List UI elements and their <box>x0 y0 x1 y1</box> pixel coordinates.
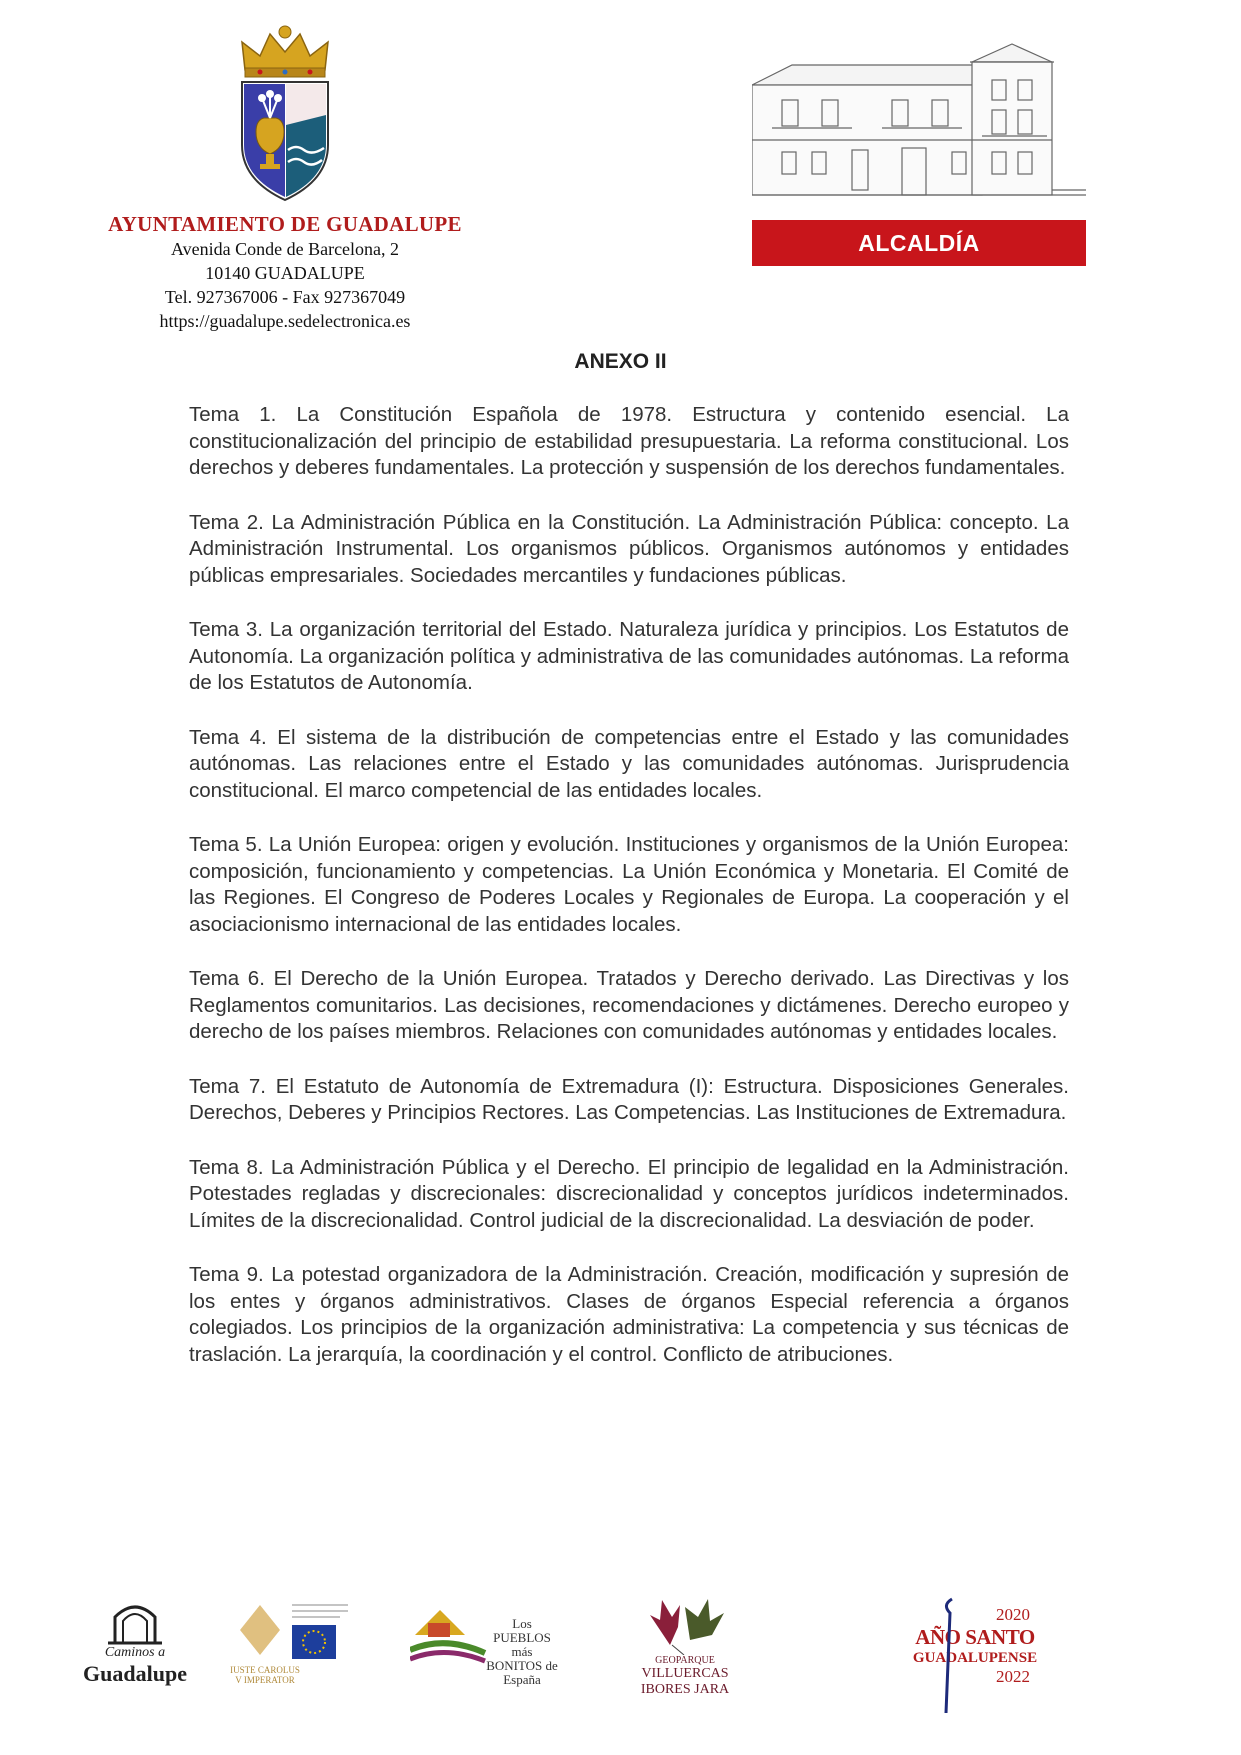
municipality-header <box>70 20 500 333</box>
footer-logos <box>60 1595 1181 1725</box>
arch-icon <box>70 1595 200 1645</box>
annex-title: ANEXO II <box>574 350 667 373</box>
address-city: 10140 GUADALUPE <box>205 263 365 283</box>
topic-paragraph: Tema 5. La Unión Europea: origen y evolución. Instituciones y organismos de la Unión Europea: composición, funcionamiento y competencias. La Unión Económica y Monetaria. El Comité de las Regiones. El Congreso de Poderes Locales y Regionales de Europa. La cooperación y el asociacionismo internacional de las entidades locales. <box>189 833 1069 936</box>
pilgrim-staff-icon <box>930 1595 970 1715</box>
coat-of-arms-logo <box>230 20 340 205</box>
pueblos-mas-bonitos-logo: Los PUEBLOS más BONITOS de España <box>410 1595 560 1665</box>
cultural-route-emblem-icon <box>230 1595 360 1665</box>
leaves-icon <box>620 1595 750 1655</box>
topic-paragraph: Tema 2. La Administración Pública en la Constitución. La Administración Pública: concepto. La Administración Instrumental. Los organismos públicos. Organismos autónomos y entidades públicas empresariales. Sociedades mercantiles y fundaciones públicas. <box>189 510 1069 587</box>
topic-paragraph: Tema 8. La Administración Pública y el Derecho. El principio de legalidad en la Administración. Potestades regladas y discrecionales: discrecionalidad y conceptos jurídicos indeterminados. Límites de la discrecionalidad. Control judicial de la discrecionalidad. La desviación de poder. <box>189 1155 1069 1232</box>
organization-name: AYUNTAMIENTO DE GUADALUPE <box>108 212 462 236</box>
topic-paragraph: Tema 3. La organización territorial del Estado. Naturaleza jurídica y principios. Los Estatutos de Autonomía. La organización política y administrativa de las comunidades autónomas. La reforma de los Estatutos de Autonomía. <box>189 618 1069 694</box>
topic-paragraph: Tema 4. El sistema de la distribución de competencias entre el Estado y las comunidades autónomas. Las relaciones entre el Estado y las comunidades autónomas. Jurisprudencia constitucional. El marco competencial de las entidades locales. <box>189 725 1069 802</box>
topic-paragraph: Tema 1. La Constitución Española de 1978. Estructura y contenido esencial. La constitucionalización del principio de estabilidad presupuestaria. La reforma constitucional. Los derechos y deberes fundamentales. La protección y suspensión de los derechos fundamentales. <box>189 403 1069 479</box>
ano-santo-guadalupense-logo: 2020 AÑO SANTO GUADALUPENSE 2022 <box>900 1595 1050 1687</box>
website-link[interactable]: https://guadalupe.sedelectronica.es <box>159 311 411 331</box>
topic-paragraph: Tema 9. La potestad organizadora de la Administración. Creación, modificación y supresión de los entes y órganos administrativos. Clases de órganos Especial referencia a órganos colegiados. Los principios de la organización administrativa: La competencia y sus técnicas de traslación. La jerarquía, la coordinación y el control. Conflicto de atribuciones. <box>189 1263 1069 1366</box>
topic-paragraph: Tema 7. El Estatuto de Autonomía de Extremadura (I): Estructura. Disposiciones Generales. Derechos, Deberes y Principios Rectores. Las Competencias. Las Instituciones de Extremadura. <box>189 1074 1069 1124</box>
topics-list <box>189 402 1069 1396</box>
phone-fax: Tel. 927367006 - Fax 927367049 <box>164 287 406 307</box>
topic-paragraph: Tema 6. El Derecho de la Unión Europea. Tratados y Derecho derivado. Las Directivas y los Reglamentos comunitarios. Las decisiones, recomendaciones y dictámenes. Derecho europeo y derecho de los países miembros. Relaciones con comunidades autónomas y entidades locales. <box>189 967 1069 1043</box>
caminos-a-guadalupe-logo: Caminos a Guadalupe <box>70 1595 200 1687</box>
town-hall-building-illustration <box>752 40 1086 210</box>
department-label: ALCALDÍA <box>752 220 1086 266</box>
address-street: Avenida Conde de Barcelona, 2 <box>170 239 400 259</box>
geoparque-logo: GEOPARQUE VILLUERCAS IBORES JARA <box>620 1595 750 1698</box>
department-header <box>752 40 1086 266</box>
carolus-v-route-logo: IUSTE CAROLUS V IMPERATOR <box>230 1595 360 1685</box>
